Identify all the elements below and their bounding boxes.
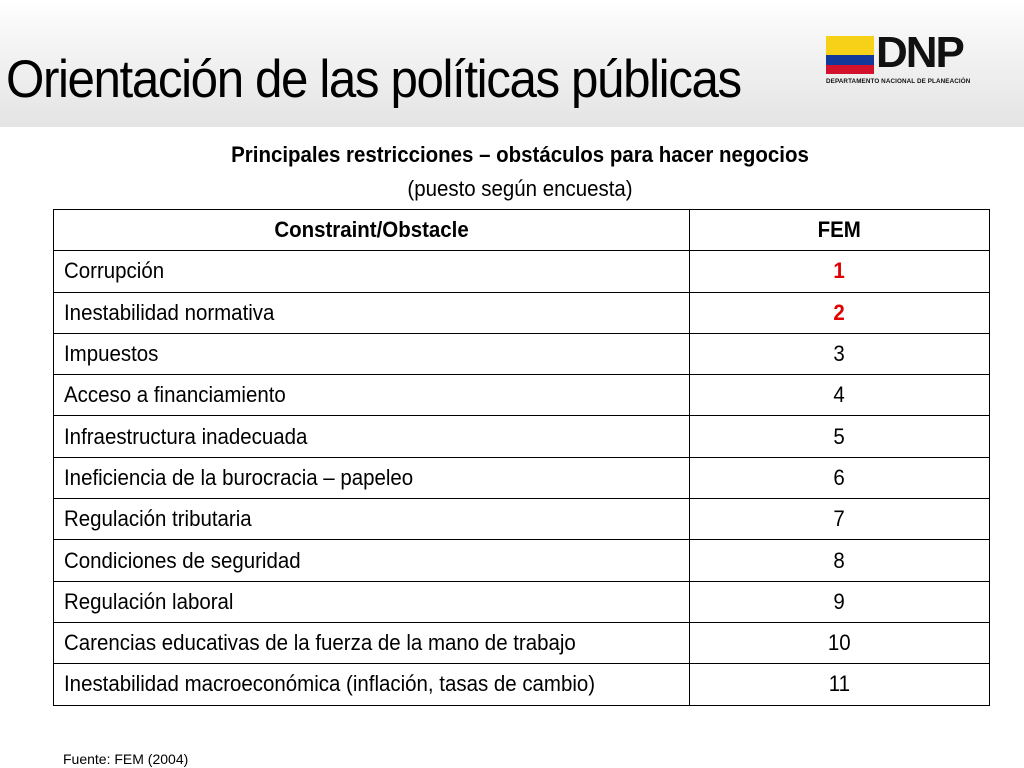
- table-header-row: [54, 210, 990, 251]
- slide-header: [0, 0, 1024, 127]
- table-row: [54, 499, 990, 540]
- obstacle-cell: Carencias educativas de la fuerza de la mano de trabajo: [54, 622, 690, 663]
- table-row: [54, 540, 990, 581]
- dnp-logo: [826, 28, 998, 89]
- column-header-obstacle: Constraint/Obstacle: [54, 210, 690, 251]
- table-row: [54, 251, 990, 292]
- obstacle-cell: Inestabilidad macroeconómica (inflación, tasas de cambio): [54, 664, 690, 705]
- rank-cell: 9: [690, 581, 990, 622]
- table-row: [54, 622, 990, 663]
- logo-subtitle: DEPARTAMENTO NACIONAL DE PLANEACIÓN: [826, 78, 971, 85]
- obstacle-cell: Inestabilidad normativa: [54, 292, 690, 333]
- table-row: [54, 457, 990, 498]
- table-subtitle: (puesto según encuesta): [407, 176, 633, 201]
- page-title: Orientación de las políticas públicas: [6, 50, 741, 109]
- table-row: [54, 581, 990, 622]
- obstacle-cell: Regulación tributaria: [54, 499, 690, 540]
- table-row: [54, 375, 990, 416]
- table-row: [54, 292, 990, 333]
- table-title: Principales restricciones – obstáculos para hacer negocios: [231, 142, 809, 167]
- rank-cell: 6: [690, 457, 990, 498]
- logo-wordmark: DNP: [876, 28, 963, 77]
- obstacle-cell: Infraestructura inadecuada: [54, 416, 690, 457]
- obstacles-table: [53, 209, 990, 706]
- rank-cell: 8: [690, 540, 990, 581]
- obstacle-cell: Condiciones de seguridad: [54, 540, 690, 581]
- obstacle-cell: Impuestos: [54, 333, 690, 374]
- obstacle-cell: Corrupción: [54, 251, 690, 292]
- source-note: Fuente: FEM (2004): [63, 751, 189, 767]
- table-row: [54, 333, 990, 374]
- rank-cell: 5: [690, 416, 990, 457]
- colombia-flag-icon: [826, 36, 874, 74]
- rank-cell: 10: [690, 622, 990, 663]
- table-row: [54, 664, 990, 705]
- obstacle-cell: Regulación laboral: [54, 581, 690, 622]
- table-body: [54, 251, 990, 705]
- obstacle-cell: Ineficiencia de la burocracia – papeleo: [54, 457, 690, 498]
- rank-cell: 11: [690, 664, 990, 705]
- rank-cell: 4: [690, 375, 990, 416]
- rank-cell: 2: [690, 292, 990, 333]
- rank-cell: 1: [690, 251, 990, 292]
- table-row: [54, 416, 990, 457]
- rank-cell: 7: [690, 499, 990, 540]
- column-header-fem: FEM: [690, 210, 990, 251]
- obstacle-cell: Acceso a financiamiento: [54, 375, 690, 416]
- rank-cell: 3: [690, 333, 990, 374]
